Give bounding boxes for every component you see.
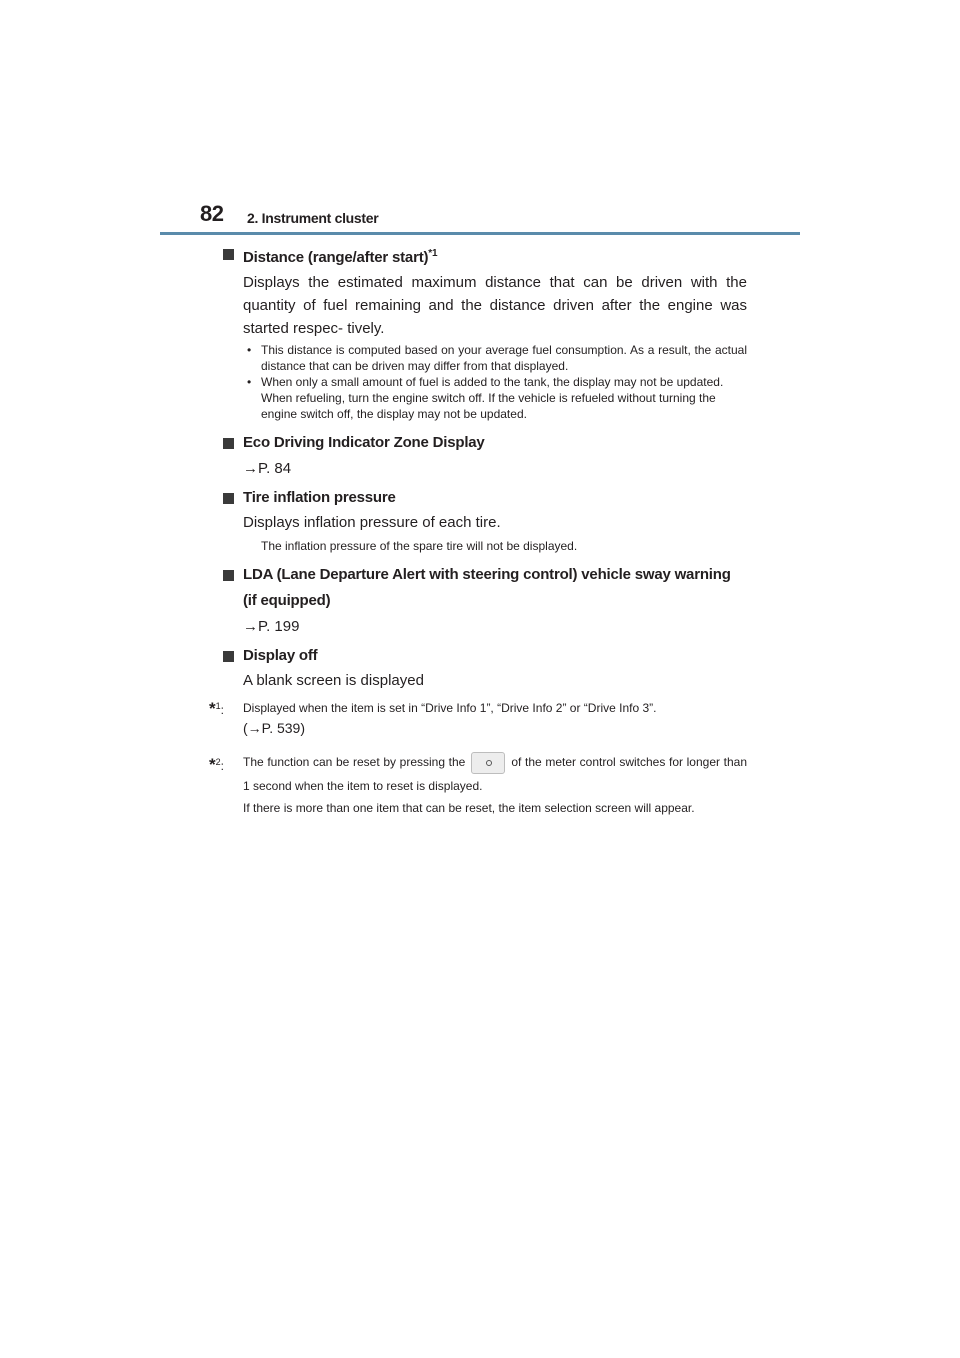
- list-item: • This distance is computed based on your average fuel consumption. As a result, the actual distance that can be driven may differ from that displayed.: [247, 343, 747, 373]
- section-bullet-icon: [223, 438, 234, 449]
- footnote-mark: *$^1$:: [209, 699, 224, 718]
- section-body: A blank screen is displayed: [243, 672, 424, 689]
- footnote-text: Displayed when the item is set in “Drive Info 1”, “Drive Info 2” or “Drive Info 3”.: [243, 701, 657, 715]
- section-title: Tire inflation pressure: [243, 489, 396, 506]
- section-title: LDA (Lane Departure Alert with steering control) vehicle sway warning (if equipped): [243, 566, 731, 609]
- footnote-ref: *1: [428, 248, 438, 259]
- page-reference: (→P. 539): [243, 720, 305, 736]
- footnote-text-2: If there is more than one item that can be reset, the item selection screen will appear.: [243, 801, 695, 815]
- page-content: [209, 241, 747, 818]
- section-bullet-icon: [223, 651, 234, 662]
- footnote-text: The function can be reset by pressing the of the meter control switches for longer than 1 second when the item to reset is displayed.: [243, 750, 747, 798]
- section-body: Displays inflation pressure of each tire.: [243, 514, 501, 531]
- footnote-1: [209, 698, 747, 738]
- footnote-mark: *$^2$:: [209, 755, 224, 774]
- section-bullet-icon: [223, 570, 234, 581]
- list-item: • When only a small amount of fuel is added to the tank, the display may not be updated.: [247, 375, 724, 389]
- section-body: Displays the estimated maximum distance that can be driven with the quantity of fuel remaining and the distance driven after the engine was started respec- tively.: [243, 274, 747, 337]
- section-eco: [223, 430, 747, 482]
- section-title: Display off: [243, 647, 318, 664]
- section-note: The inflation pressure of the spare tire will not be displayed.: [261, 539, 578, 553]
- note-list: [243, 342, 747, 390]
- page-header: [0, 0, 960, 240]
- note-continued: When refueling, turn the engine switch off. If the vehicle is refueled without turning the engine switch off, the display may not be updated.: [261, 391, 716, 421]
- section-bullet-icon: [223, 249, 234, 260]
- page-reference: →P. 199: [243, 618, 300, 635]
- section-title: Distance (range/after start)$^{*1}$: [243, 248, 438, 266]
- section-title: Eco Driving Indicator Zone Display: [243, 434, 485, 451]
- section-tire: [223, 485, 747, 554]
- header-rule: [160, 232, 800, 235]
- footnote-2: [209, 750, 747, 818]
- page-number: 82: [200, 201, 224, 226]
- section-bullet-icon: [223, 493, 234, 504]
- chapter-title: 2. Instrument cluster: [247, 210, 379, 226]
- section-display-off: [223, 643, 747, 692]
- page-reference: →P. 84: [243, 460, 292, 477]
- meter-control-enter-button-icon: [471, 752, 505, 774]
- section-lda: [223, 562, 747, 640]
- section-distance: [223, 241, 747, 422]
